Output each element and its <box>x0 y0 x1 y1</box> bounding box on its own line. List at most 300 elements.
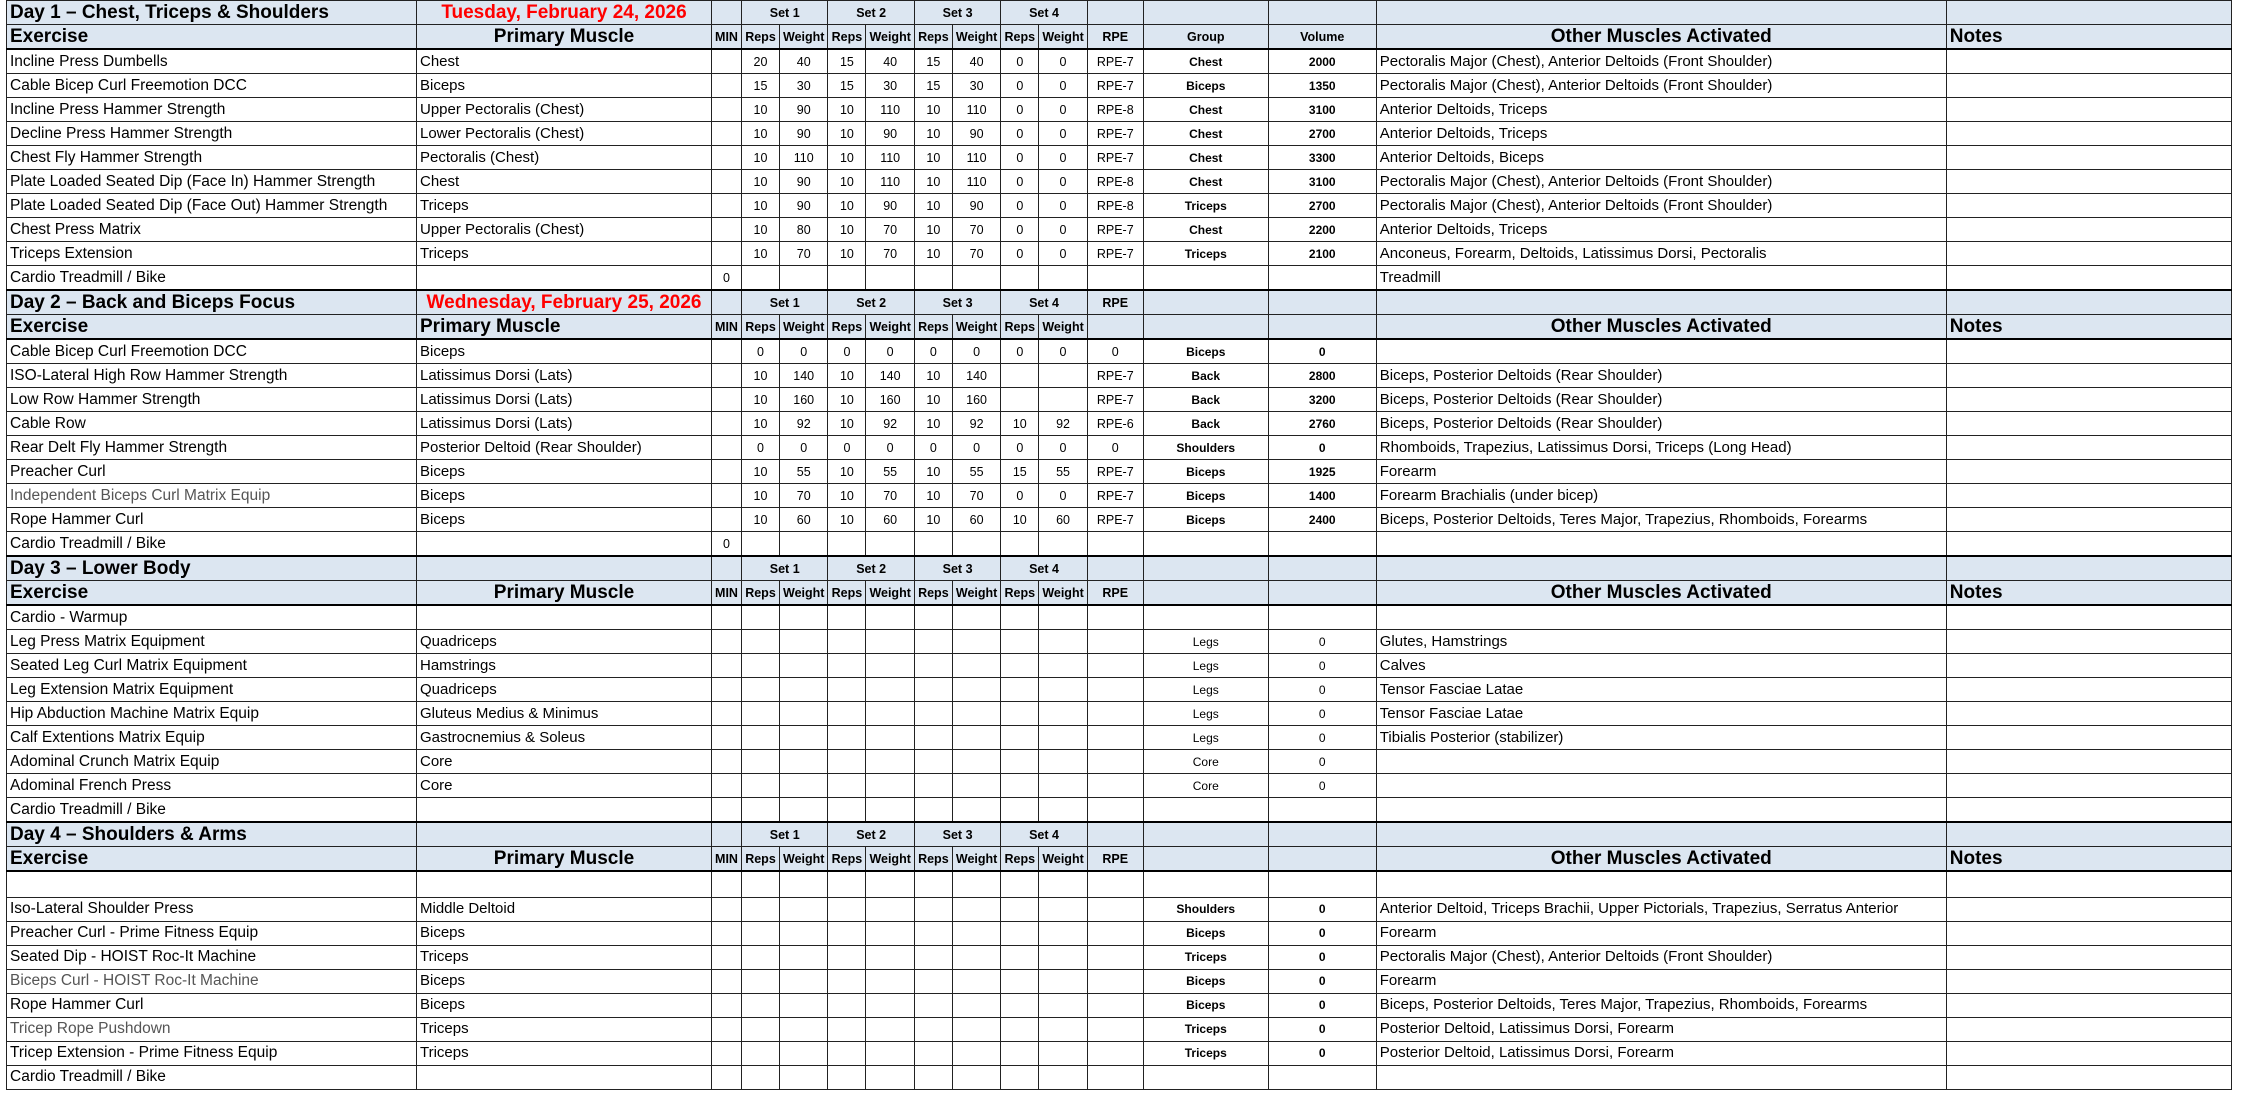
rpe-cell[interactable]: 0 <box>1087 436 1143 460</box>
weight-header[interactable]: Weight <box>866 25 914 50</box>
weight-cell[interactable] <box>1039 364 1087 388</box>
set-header[interactable]: Set 2 <box>828 1 914 25</box>
cell-blank[interactable] <box>1143 556 1268 581</box>
volume-cell[interactable]: 2100 <box>1268 242 1376 266</box>
notes-cell[interactable] <box>1946 654 2231 678</box>
weight-cell[interactable]: 70 <box>780 484 828 508</box>
weight-cell[interactable] <box>952 969 1000 993</box>
exercise-cell[interactable]: Low Row Hammer Strength <box>7 388 417 412</box>
rpe-cell[interactable] <box>1087 266 1143 291</box>
weight-cell[interactable] <box>1039 897 1087 921</box>
primary-muscle-cell[interactable]: Biceps <box>417 921 712 945</box>
other-muscles-cell[interactable]: Anconeus, Forearm, Deltoids, Latissimus Dorsi, Pectoralis <box>1376 242 1946 266</box>
reps-cell[interactable] <box>1001 630 1039 654</box>
reps-header[interactable]: Reps <box>742 315 780 340</box>
notes-cell[interactable] <box>1946 49 2231 74</box>
set-header[interactable]: Set 3 <box>914 556 1000 581</box>
other-muscles-cell[interactable]: Treadmill <box>1376 266 1946 291</box>
volume-cell[interactable] <box>1268 605 1376 630</box>
weight-cell[interactable]: 110 <box>952 146 1000 170</box>
group-cell[interactable]: Legs <box>1143 726 1268 750</box>
notes-cell[interactable] <box>1946 146 2231 170</box>
weight-cell[interactable] <box>952 774 1000 798</box>
weight-cell[interactable] <box>780 871 828 897</box>
exercise-cell[interactable]: Cardio - Warmup <box>7 605 417 630</box>
weight-cell[interactable]: 140 <box>866 364 914 388</box>
reps-cell[interactable] <box>914 532 952 557</box>
group-cell[interactable]: Biceps <box>1143 969 1268 993</box>
volume-cell[interactable] <box>1268 266 1376 291</box>
volume-cell[interactable]: 0 <box>1268 702 1376 726</box>
weight-cell[interactable] <box>952 1041 1000 1065</box>
other-muscles-cell[interactable]: Rhomboids, Trapezius, Latissimus Dorsi, Triceps (Long Head) <box>1376 436 1946 460</box>
weight-header[interactable]: Weight <box>780 315 828 340</box>
rpe-cell[interactable]: RPE-7 <box>1087 484 1143 508</box>
group-header[interactable] <box>1143 847 1268 872</box>
min-cell[interactable] <box>712 122 742 146</box>
volume-cell[interactable]: 0 <box>1268 897 1376 921</box>
exercise-cell[interactable]: Hip Abduction Machine Matrix Equip <box>7 702 417 726</box>
group-cell[interactable]: Legs <box>1143 654 1268 678</box>
reps-cell[interactable] <box>828 605 866 630</box>
reps-cell[interactable]: 10 <box>742 242 780 266</box>
exercise-cell[interactable]: Tricep Rope Pushdown <box>7 1017 417 1041</box>
volume-cell[interactable]: 0 <box>1268 654 1376 678</box>
weight-cell[interactable]: 90 <box>780 122 828 146</box>
other-muscles-cell[interactable]: Pectoralis Major (Chest), Anterior Deltoids (Front Shoulder) <box>1376 170 1946 194</box>
weight-cell[interactable] <box>780 1065 828 1089</box>
reps-header[interactable]: Reps <box>1001 25 1039 50</box>
reps-cell[interactable]: 10 <box>828 194 866 218</box>
weight-cell[interactable] <box>866 1065 914 1089</box>
primary-muscle-cell[interactable]: Gastrocnemius & Soleus <box>417 726 712 750</box>
weight-cell[interactable]: 110 <box>866 170 914 194</box>
group-cell[interactable]: Chest <box>1143 170 1268 194</box>
weight-cell[interactable] <box>866 1041 914 1065</box>
exercise-header[interactable]: Exercise <box>7 315 417 340</box>
exercise-cell[interactable]: Iso-Lateral Shoulder Press <box>7 897 417 921</box>
min-cell[interactable] <box>712 678 742 702</box>
min-cell[interactable] <box>712 993 742 1017</box>
exercise-cell[interactable]: Leg Extension Matrix Equipment <box>7 678 417 702</box>
weight-cell[interactable] <box>780 702 828 726</box>
weight-header[interactable]: Weight <box>780 847 828 872</box>
reps-cell[interactable]: 10 <box>828 146 866 170</box>
weight-cell[interactable] <box>952 1065 1000 1089</box>
reps-cell[interactable] <box>828 993 866 1017</box>
weight-cell[interactable] <box>780 678 828 702</box>
other-muscles-cell[interactable]: Pectoralis Major (Chest), Anterior Deltoids (Front Shoulder) <box>1376 945 1946 969</box>
primary-muscle-cell[interactable]: Hamstrings <box>417 654 712 678</box>
min-cell[interactable] <box>712 460 742 484</box>
weight-cell[interactable] <box>1039 388 1087 412</box>
primary-muscle-cell[interactable]: Triceps <box>417 1041 712 1065</box>
reps-header[interactable]: Reps <box>914 847 952 872</box>
other-muscles-cell[interactable]: Biceps, Posterior Deltoids, Teres Major, Trapezius, Rhomboids, Forearms <box>1376 508 1946 532</box>
reps-cell[interactable] <box>914 630 952 654</box>
weight-cell[interactable]: 60 <box>952 508 1000 532</box>
weight-cell[interactable] <box>866 798 914 823</box>
weight-cell[interactable]: 0 <box>1039 122 1087 146</box>
weight-header[interactable]: Weight <box>1039 847 1087 872</box>
other-muscles-cell[interactable] <box>1376 1065 1946 1089</box>
volume-cell[interactable]: 0 <box>1268 750 1376 774</box>
reps-cell[interactable] <box>742 750 780 774</box>
group-cell[interactable] <box>1143 798 1268 823</box>
other-muscles-cell[interactable]: Tensor Fasciae Latae <box>1376 678 1946 702</box>
reps-cell[interactable]: 10 <box>828 508 866 532</box>
cell-blank[interactable] <box>1376 556 1946 581</box>
other-muscles-cell[interactable]: Anterior Deltoids, Triceps <box>1376 98 1946 122</box>
group-cell[interactable]: Shoulders <box>1143 436 1268 460</box>
group-cell[interactable] <box>1143 871 1268 897</box>
reps-cell[interactable] <box>914 678 952 702</box>
weight-cell[interactable]: 92 <box>780 412 828 436</box>
reps-cell[interactable] <box>1001 1017 1039 1041</box>
primary-muscle-cell[interactable]: Biceps <box>417 74 712 98</box>
reps-cell[interactable]: 10 <box>742 460 780 484</box>
weight-cell[interactable] <box>952 678 1000 702</box>
cell-blank[interactable] <box>1376 822 1946 847</box>
weight-cell[interactable] <box>952 605 1000 630</box>
min-cell[interactable] <box>712 871 742 897</box>
reps-cell[interactable] <box>914 1017 952 1041</box>
rpe-header[interactable]: RPE <box>1087 847 1143 872</box>
notes-header[interactable]: Notes <box>1946 581 2231 606</box>
weight-cell[interactable] <box>780 945 828 969</box>
rpe-cell[interactable] <box>1087 969 1143 993</box>
reps-cell[interactable] <box>1001 605 1039 630</box>
weight-cell[interactable] <box>1039 654 1087 678</box>
weight-cell[interactable] <box>780 993 828 1017</box>
primary-muscle-cell[interactable]: Middle Deltoid <box>417 897 712 921</box>
weight-header[interactable]: Weight <box>780 581 828 606</box>
notes-cell[interactable] <box>1946 436 2231 460</box>
primary-muscle-header[interactable]: Primary Muscle <box>417 25 712 50</box>
set-header[interactable]: Set 1 <box>742 290 828 315</box>
weight-cell[interactable] <box>780 774 828 798</box>
volume-cell[interactable]: 2700 <box>1268 194 1376 218</box>
min-header[interactable]: MIN <box>712 581 742 606</box>
rpe-cell[interactable]: RPE-7 <box>1087 388 1143 412</box>
weight-cell[interactable] <box>780 532 828 557</box>
rpe-cell[interactable] <box>1087 993 1143 1017</box>
reps-cell[interactable]: 15 <box>828 74 866 98</box>
reps-cell[interactable]: 10 <box>742 484 780 508</box>
group-cell[interactable]: Back <box>1143 412 1268 436</box>
rpe-cell[interactable] <box>1087 897 1143 921</box>
weight-cell[interactable]: 160 <box>780 388 828 412</box>
reps-cell[interactable]: 0 <box>914 436 952 460</box>
rpe-header[interactable] <box>1087 1 1143 25</box>
weight-cell[interactable]: 90 <box>866 122 914 146</box>
exercise-cell[interactable]: Biceps Curl - HOIST Roc-It Machine <box>7 969 417 993</box>
rpe-cell[interactable]: RPE-7 <box>1087 460 1143 484</box>
exercise-cell[interactable]: Chest Fly Hammer Strength <box>7 146 417 170</box>
reps-cell[interactable] <box>914 605 952 630</box>
reps-header[interactable]: Reps <box>914 581 952 606</box>
cell-blank[interactable] <box>712 290 742 315</box>
weight-cell[interactable]: 40 <box>780 49 828 74</box>
primary-muscle-cell[interactable]: Chest <box>417 170 712 194</box>
volume-cell[interactable]: 0 <box>1268 726 1376 750</box>
weight-cell[interactable]: 160 <box>866 388 914 412</box>
primary-muscle-cell[interactable]: Gluteus Medius & Minimus <box>417 702 712 726</box>
weight-cell[interactable] <box>780 897 828 921</box>
weight-cell[interactable] <box>866 605 914 630</box>
cell-blank[interactable] <box>1946 290 2231 315</box>
reps-cell[interactable]: 10 <box>914 218 952 242</box>
primary-muscle-header[interactable]: Primary Muscle <box>417 847 712 872</box>
group-cell[interactable]: Back <box>1143 388 1268 412</box>
other-muscles-cell[interactable]: Anterior Deltoids, Triceps <box>1376 122 1946 146</box>
min-cell[interactable] <box>712 242 742 266</box>
primary-muscle-cell[interactable]: Upper Pectoralis (Chest) <box>417 98 712 122</box>
weight-cell[interactable] <box>952 702 1000 726</box>
other-muscles-header[interactable]: Other Muscles Activated <box>1376 315 1946 340</box>
notes-cell[interactable] <box>1946 218 2231 242</box>
primary-muscle-cell[interactable] <box>417 266 712 291</box>
weight-cell[interactable] <box>952 630 1000 654</box>
reps-header[interactable]: Reps <box>1001 315 1039 340</box>
rpe-cell[interactable]: RPE-7 <box>1087 74 1143 98</box>
weight-cell[interactable] <box>780 630 828 654</box>
weight-cell[interactable]: 92 <box>866 412 914 436</box>
reps-cell[interactable] <box>828 702 866 726</box>
min-cell[interactable] <box>712 774 742 798</box>
weight-header[interactable]: Weight <box>866 581 914 606</box>
day-title[interactable]: Day 1 – Chest, Triceps & Shoulders <box>7 1 417 25</box>
reps-cell[interactable] <box>742 897 780 921</box>
weight-cell[interactable] <box>780 969 828 993</box>
reps-cell[interactable] <box>914 654 952 678</box>
weight-cell[interactable]: 70 <box>866 218 914 242</box>
rpe-header[interactable]: RPE <box>1087 581 1143 606</box>
primary-muscle-cell[interactable]: Triceps <box>417 1017 712 1041</box>
weight-cell[interactable]: 55 <box>952 460 1000 484</box>
other-muscles-cell[interactable] <box>1376 339 1946 364</box>
reps-cell[interactable]: 0 <box>1001 484 1039 508</box>
reps-cell[interactable] <box>1001 921 1039 945</box>
volume-cell[interactable] <box>1268 871 1376 897</box>
weight-cell[interactable] <box>866 871 914 897</box>
primary-muscle-cell[interactable] <box>417 532 712 557</box>
reps-cell[interactable] <box>914 921 952 945</box>
exercise-cell[interactable]: Cable Row <box>7 412 417 436</box>
set-header[interactable]: Set 4 <box>1001 822 1087 847</box>
exercise-cell[interactable]: ISO-Lateral High Row Hammer Strength <box>7 364 417 388</box>
weight-header[interactable]: Weight <box>1039 315 1087 340</box>
min-cell[interactable] <box>712 49 742 74</box>
reps-cell[interactable] <box>1001 969 1039 993</box>
weight-cell[interactable] <box>866 266 914 291</box>
reps-header[interactable]: Reps <box>914 315 952 340</box>
reps-cell[interactable]: 10 <box>1001 412 1039 436</box>
weight-cell[interactable]: 140 <box>952 364 1000 388</box>
reps-cell[interactable]: 10 <box>828 170 866 194</box>
exercise-cell[interactable]: Incline Press Hammer Strength <box>7 98 417 122</box>
reps-cell[interactable] <box>828 871 866 897</box>
reps-cell[interactable]: 10 <box>828 460 866 484</box>
weight-cell[interactable]: 92 <box>952 412 1000 436</box>
weight-cell[interactable]: 70 <box>780 242 828 266</box>
reps-cell[interactable]: 0 <box>1001 74 1039 98</box>
set-header[interactable]: Set 2 <box>828 556 914 581</box>
reps-cell[interactable] <box>1001 532 1039 557</box>
weight-cell[interactable] <box>952 993 1000 1017</box>
weight-cell[interactable] <box>952 1017 1000 1041</box>
reps-header[interactable]: Reps <box>742 847 780 872</box>
primary-muscle-cell[interactable]: Biceps <box>417 484 712 508</box>
weight-cell[interactable] <box>1039 605 1087 630</box>
rpe-cell[interactable]: RPE-8 <box>1087 194 1143 218</box>
other-muscles-cell[interactable]: Forearm Brachialis (under bicep) <box>1376 484 1946 508</box>
min-cell[interactable] <box>712 194 742 218</box>
volume-cell[interactable]: 0 <box>1268 678 1376 702</box>
weight-cell[interactable]: 0 <box>1039 484 1087 508</box>
primary-muscle-cell[interactable]: Biceps <box>417 339 712 364</box>
notes-cell[interactable] <box>1946 532 2231 557</box>
reps-cell[interactable] <box>914 871 952 897</box>
weight-cell[interactable]: 0 <box>952 339 1000 364</box>
reps-cell[interactable] <box>1001 364 1039 388</box>
reps-cell[interactable]: 15 <box>914 49 952 74</box>
reps-header[interactable]: Reps <box>828 847 866 872</box>
exercise-cell[interactable]: Cable Bicep Curl Freemotion DCC <box>7 74 417 98</box>
weight-cell[interactable] <box>1039 702 1087 726</box>
reps-cell[interactable] <box>828 1017 866 1041</box>
reps-cell[interactable]: 10 <box>914 98 952 122</box>
primary-muscle-cell[interactable]: Biceps <box>417 508 712 532</box>
other-muscles-cell[interactable]: Biceps, Posterior Deltoids, Teres Major, Trapezius, Rhomboids, Forearms <box>1376 993 1946 1017</box>
reps-cell[interactable] <box>742 798 780 823</box>
weight-cell[interactable]: 110 <box>952 170 1000 194</box>
exercise-cell[interactable]: Leg Press Matrix Equipment <box>7 630 417 654</box>
reps-cell[interactable]: 0 <box>1001 194 1039 218</box>
weight-header[interactable]: Weight <box>866 847 914 872</box>
weight-cell[interactable] <box>952 532 1000 557</box>
min-cell[interactable] <box>712 798 742 823</box>
reps-cell[interactable] <box>742 871 780 897</box>
primary-muscle-cell[interactable]: Biceps <box>417 969 712 993</box>
exercise-cell[interactable]: Rear Delt Fly Hammer Strength <box>7 436 417 460</box>
reps-cell[interactable] <box>914 993 952 1017</box>
reps-cell[interactable] <box>742 702 780 726</box>
reps-cell[interactable]: 0 <box>742 436 780 460</box>
primary-muscle-cell[interactable] <box>417 871 712 897</box>
weight-cell[interactable]: 0 <box>1039 170 1087 194</box>
weight-cell[interactable] <box>952 654 1000 678</box>
day-title[interactable]: Day 2 – Back and Biceps Focus <box>7 290 417 315</box>
exercise-cell[interactable]: Cable Bicep Curl Freemotion DCC <box>7 339 417 364</box>
primary-muscle-cell[interactable]: Latissimus Dorsi (Lats) <box>417 364 712 388</box>
notes-cell[interactable] <box>1946 993 2231 1017</box>
primary-muscle-cell[interactable]: Upper Pectoralis (Chest) <box>417 218 712 242</box>
weight-cell[interactable]: 30 <box>866 74 914 98</box>
volume-cell[interactable]: 3300 <box>1268 146 1376 170</box>
volume-cell[interactable] <box>1268 1065 1376 1089</box>
volume-cell[interactable]: 0 <box>1268 630 1376 654</box>
reps-cell[interactable] <box>828 798 866 823</box>
reps-cell[interactable] <box>914 702 952 726</box>
reps-header[interactable]: Reps <box>1001 581 1039 606</box>
notes-header[interactable]: Notes <box>1946 315 2231 340</box>
group-cell[interactable]: Legs <box>1143 630 1268 654</box>
weight-cell[interactable]: 90 <box>780 194 828 218</box>
primary-muscle-cell[interactable]: Posterior Deltoid (Rear Shoulder) <box>417 436 712 460</box>
group-cell[interactable]: Triceps <box>1143 194 1268 218</box>
reps-cell[interactable]: 15 <box>914 74 952 98</box>
notes-cell[interactable] <box>1946 1017 2231 1041</box>
primary-muscle-cell[interactable]: Triceps <box>417 194 712 218</box>
min-cell[interactable] <box>712 98 742 122</box>
min-cell[interactable] <box>712 750 742 774</box>
primary-muscle-cell[interactable]: Lower Pectoralis (Chest) <box>417 122 712 146</box>
weight-cell[interactable]: 0 <box>1039 74 1087 98</box>
cell-blank[interactable] <box>1143 822 1268 847</box>
exercise-cell[interactable]: Independent Biceps Curl Matrix Equip <box>7 484 417 508</box>
reps-cell[interactable]: 0 <box>914 339 952 364</box>
reps-cell[interactable]: 10 <box>914 412 952 436</box>
volume-cell[interactable]: 0 <box>1268 969 1376 993</box>
rpe-cell[interactable] <box>1087 871 1143 897</box>
group-cell[interactable]: Shoulders <box>1143 897 1268 921</box>
cell-blank[interactable] <box>1143 1 1268 25</box>
weight-cell[interactable] <box>1039 798 1087 823</box>
other-muscles-cell[interactable]: Tibialis Posterior (stabilizer) <box>1376 726 1946 750</box>
weight-cell[interactable]: 0 <box>1039 146 1087 170</box>
notes-cell[interactable] <box>1946 921 2231 945</box>
cell-blank[interactable] <box>712 1 742 25</box>
weight-cell[interactable]: 40 <box>866 49 914 74</box>
day-title[interactable]: Day 4 – Shoulders & Arms <box>7 822 417 847</box>
rpe-cell[interactable]: RPE-7 <box>1087 364 1143 388</box>
reps-cell[interactable]: 0 <box>1001 339 1039 364</box>
exercise-cell[interactable]: Plate Loaded Seated Dip (Face Out) Hammer Strength <box>7 194 417 218</box>
volume-cell[interactable]: 3100 <box>1268 98 1376 122</box>
notes-cell[interactable] <box>1946 508 2231 532</box>
reps-header[interactable]: Reps <box>914 25 952 50</box>
reps-cell[interactable] <box>1001 774 1039 798</box>
min-cell[interactable] <box>712 921 742 945</box>
group-cell[interactable]: Legs <box>1143 702 1268 726</box>
volume-header[interactable] <box>1268 315 1376 340</box>
reps-cell[interactable] <box>1001 702 1039 726</box>
rpe-cell[interactable]: RPE-8 <box>1087 98 1143 122</box>
weight-header[interactable]: Weight <box>1039 25 1087 50</box>
exercise-cell[interactable]: Rope Hammer Curl <box>7 508 417 532</box>
weight-cell[interactable] <box>866 726 914 750</box>
primary-muscle-cell[interactable]: Chest <box>417 49 712 74</box>
other-muscles-cell[interactable]: Posterior Deltoid, Latissimus Dorsi, Forearm <box>1376 1041 1946 1065</box>
weight-cell[interactable]: 70 <box>952 484 1000 508</box>
weight-cell[interactable] <box>780 1041 828 1065</box>
reps-header[interactable]: Reps <box>828 315 866 340</box>
other-muscles-cell[interactable]: Biceps, Posterior Deltoids (Rear Shoulder) <box>1376 412 1946 436</box>
volume-cell[interactable]: 2800 <box>1268 364 1376 388</box>
exercise-cell[interactable]: Adominal Crunch Matrix Equip <box>7 750 417 774</box>
reps-cell[interactable] <box>828 750 866 774</box>
notes-cell[interactable] <box>1946 702 2231 726</box>
rpe-cell[interactable] <box>1087 921 1143 945</box>
weight-cell[interactable]: 55 <box>866 460 914 484</box>
min-cell[interactable] <box>712 170 742 194</box>
notes-cell[interactable] <box>1946 1041 2231 1065</box>
reps-cell[interactable] <box>742 532 780 557</box>
primary-muscle-cell[interactable]: Triceps <box>417 242 712 266</box>
reps-cell[interactable] <box>828 630 866 654</box>
other-muscles-cell[interactable]: Forearm <box>1376 921 1946 945</box>
